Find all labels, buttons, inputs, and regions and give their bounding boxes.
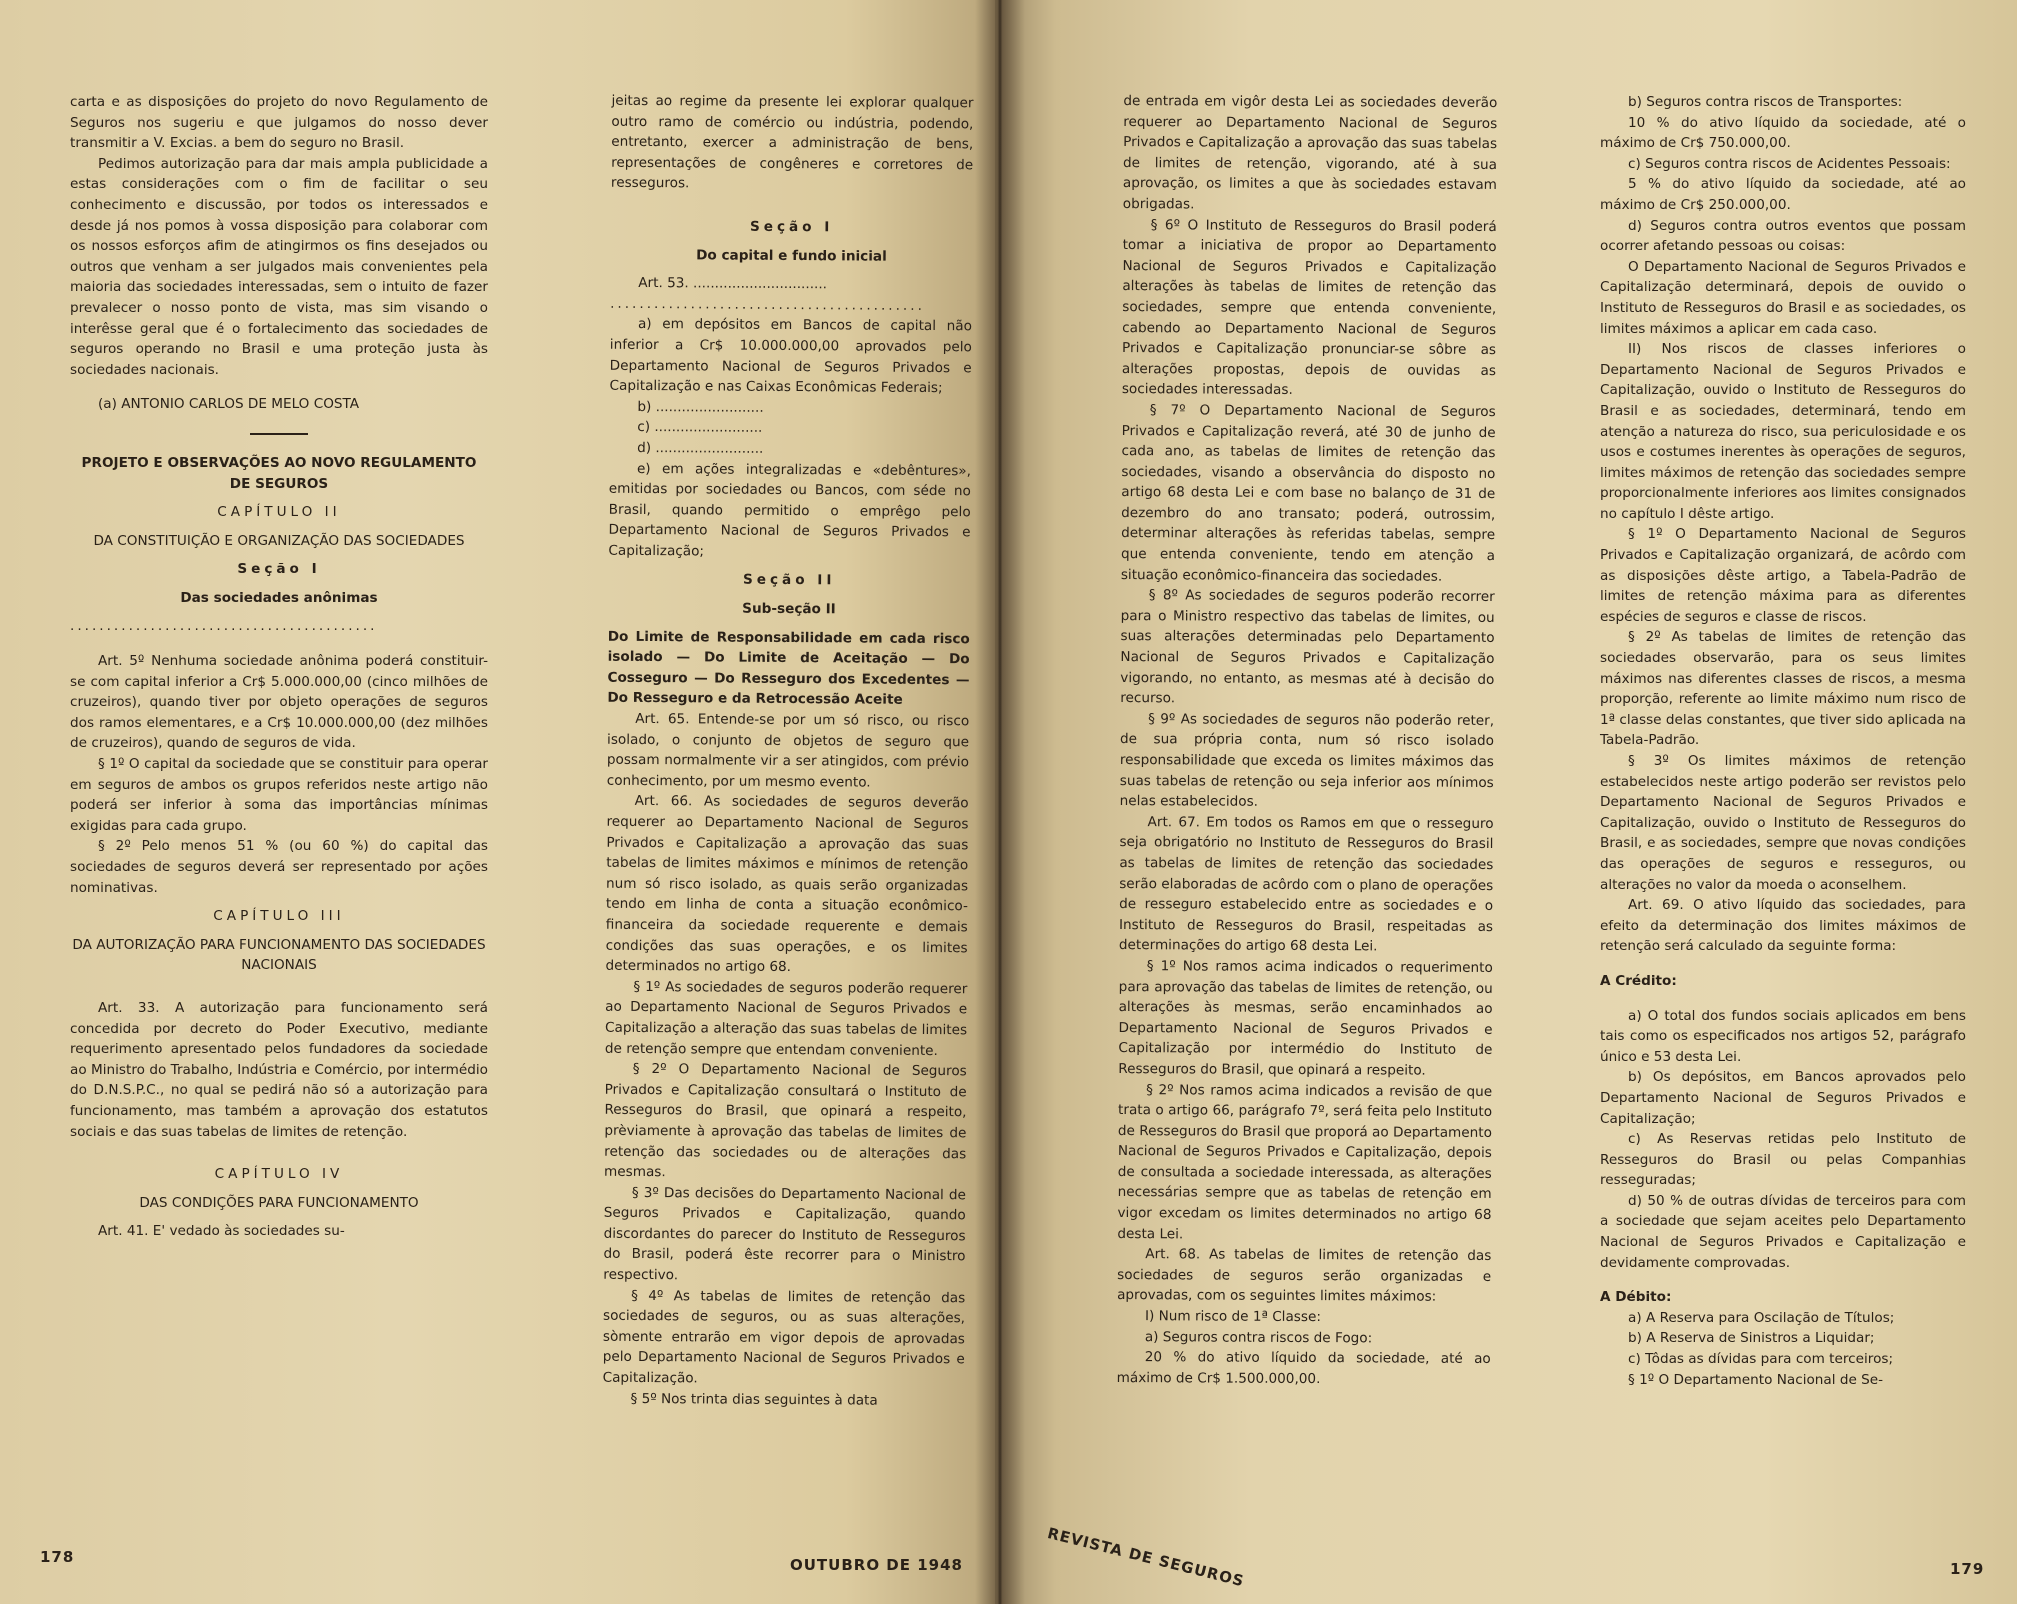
page-number-left: 178	[40, 1548, 75, 1566]
article: Art. 67. Em todos os Ramos em que o resseguro seja obrigatório no Instituto de Resseguros do Brasil as tabelas de limites de retenção das sociedades serão elaboradas de acôrdo com o plano de operações de resseguro estabelecido entre as sociedades e o Instituto de Resseguros do Brasil, respeitadas as determinações do artigo 68 desta Lei.	[1118, 813, 1494, 955]
chapter-heading: CAPÍTULO II	[217, 504, 341, 521]
list-item: e) em ações integralizadas e «debêntures», emitidas por sociedades ou Bancos, com séde no Brasil, quando permitido o emprêgo pelo Departamento Nacional de Seguros Privados e Capitalização;	[608, 460, 972, 560]
list-item: 20 % do ativo líquido da sociedade, até ao máximo de Cr$ 1.500.000,00.	[1116, 1349, 1491, 1387]
paragraph: carta e as disposições do projeto do novo Regulamento de Seguros nos sugeriu e que julgamos do nosso dever transmitir a V. Excias. a bem do seguro no Brasil.	[70, 94, 488, 152]
list-item: 10 % do ativo líquido da sociedade, até o máximo de Cr$ 750.000,00.	[1600, 114, 1966, 152]
list-item: a) A Reserva para Oscilação de Títulos;	[1628, 1309, 1895, 1326]
paragraph: § 3º Os limites máximos de retenção estabelecidos neste artigo poderão ser revistos pelo Departamento Nacional de Seguros Privados e Capitalização, ouvido o Instituto de Resseguros do Brasil, e as sociedades, sempre que novas condições das operações de seguros e resseguros, ou alterações no valor da moeda o aconselhem.	[1600, 753, 1966, 893]
section-title: Das sociedades anônimas	[180, 589, 378, 606]
list-item: b) Os depósitos, em Bancos aprovados pelo Departamento Nacional de Seguros Privados e Capitalização;	[1600, 1069, 1966, 1127]
list-item: d) Seguros contra outros eventos que possam ocorrer afetando pessoas ou coisas:	[1600, 217, 1966, 255]
paragraph: jeitas ao regime da presente lei explorar qualquer outro ramo de comércio ou indústria, podendo, entretanto, exercer a administração de bens, representações de congêneres e corretores de resseguros.	[610, 92, 974, 192]
right-page-column-2	[1600, 92, 1966, 1390]
list-item: c) Seguros contra riscos de Acidentes Pessoais:	[1628, 155, 1951, 172]
list-item: c) Tôdas as dívidas para com terceiros;	[1628, 1351, 1894, 1368]
paragraph: § 2º O Departamento Nacional de Seguros Privados e Capitalização consultará o Instituto de Resseguros do Brasil, que opinará a respeito, prèviamente à aprovação das tabelas de limites de retenção das sociedades ou de alterações das mesmas.	[604, 1061, 967, 1181]
book-gutter	[975, 0, 1025, 1604]
article: Art. 33. A autorização para funcionamento será concedida por decreto do Poder Executivo, mediante requerimento apresentado pelos fundadores da sociedade ao Ministro do Trabalho, Indústria e Comércio, por intermédio do D.N.S.P.C., no qual se pedirá não só a autorização para funcionamento, mas também a aprovação dos estatutos sociais e das suas tabelas de limites de retenção.	[70, 999, 488, 1140]
paragraph: Pedimos autorização para dar mais ampla publicidade a estas considerações com o fim de facilitar o seu conhecimento e discussão, por todos os interessados e desde já nos pomos à vossa disposição para colaborar com os nossos esforços afim de atingirmos os fins desejados ou outros que venham a ser julgados mais convenientes pela maioria das sociedades interessadas, sem o intuito de fazer prevalecer o nosso ponto de vista, mas sim visando o interêsse geral que é o fortalecimento das sociedades de seguros operando no Brasil e uma proteção justa às sociedades nacionais.	[70, 155, 488, 378]
list-item: c) As Reservas retidas pelo Instituto de Resseguros do Brasil ou pelas Companhias resseguradas;	[1600, 1131, 1966, 1189]
list-item: d) .........................	[637, 439, 764, 457]
right-page	[995, 0, 2017, 1604]
paragraph: § 2º Nos ramos acima indicados a revisão de que trata o artigo 66, parágrafo 7º, será feita pelo Instituto de Resseguros do Brasil que proporá ao Departamento Nacional de Seguros Privados e Capitalização, depois de consultada a sociedade interessada, as alterações necessárias sempre que as tabelas de retenção em vigor excedam os limites determinados no artigo 68 desta Lei.	[1117, 1081, 1493, 1243]
paragraph: § 1º As sociedades de seguros poderão requerer ao Departamento Nacional de Seguros Privados e Capitalização a alteração das suas tabelas de limites de retenção sempre que entendam conveniente.	[604, 978, 968, 1059]
paragraph: § 1º O capital da sociedade que se constituir para operar em seguros de ambos os grupos referidos neste artigo não poderá ser inferior à soma das importâncias mínimas exigidas para cada grupo.	[70, 756, 488, 834]
paragraph: § 6º O Instituto de Resseguros do Brasil poderá tomar a iniciativa de propor ao Departamento Nacional de Seguros Privados e Capitalização alterações às tabelas de limites de retenção das sociedades, sempre que entenda conveniente, cabendo ao Departamento Nacional de Seguros Privados e Capitalização pronunciar-se sôbre as alterações propostas, depois de ouvidas as sociedades interessadas.	[1121, 216, 1497, 399]
article: Art. 5º Nenhuma sociedade anônima poderá constituir-se com capital inferior a Cr$ 5.000.000,00 (cinco milhões de cruzeiros), quando tiver por objeto operações de seguros dos ramos elementares, e a Cr$ 10.000.000,00 (dez milhões de cruzeiros), quando de seguros de vida.	[70, 653, 488, 752]
article: Art. 68. As tabelas de limites de retenção das sociedades de seguros serão organizadas e aprovadas, com os seguintes limites máximos:	[1117, 1246, 1492, 1306]
paragraph: § 2º Pelo menos 51 % (ou 60 %) do capital das sociedades de seguros deverá ser representado por ações nominativas.	[70, 838, 488, 896]
paragraph: § 7º O Departamento Nacional de Seguros Privados e Capitalização reverá, até 30 de junho de cada ano, as tabelas de limites de retenção das sociedades, visando a observância do disposto no artigo 68 desta Lei e com base no balanço de 31 de dezembro do ano transato; poderá, outrossim, determinar alterações às referidas tabelas, sempre que entenda conveniente, tendo em atenção a situação econômico-financeira das sociedades.	[1120, 402, 1496, 585]
chapter-heading: CAPÍTULO III	[213, 908, 345, 925]
paragraph: § 4º As tabelas de limites de retenção das sociedades de seguros, ou as suas alterações, sòmente entrarão em vigor depois de aprovadas pelo Departamento Nacional de Seguros Privados e Capitalização.	[602, 1287, 966, 1387]
chapter-title: DA AUTORIZAÇÃO PARA FUNCIONAMENTO DAS SOCIEDADES NACIONAIS	[72, 936, 486, 974]
list-item: I) Num risco de 1ª Classe:	[1144, 1308, 1321, 1326]
page-number-right: 179	[1950, 1560, 1985, 1578]
paragraph: § 1º O Departamento Nacional de Se-	[1628, 1371, 1884, 1388]
ellipsis-line: ..........................................	[70, 618, 378, 635]
issue-date: OUTUBRO DE 1948	[790, 1556, 963, 1574]
right-page-column-1	[1117, 91, 1498, 1390]
section-title: Do capital e fundo inicial	[696, 246, 887, 265]
list-item: a) Seguros contra riscos de Fogo:	[1144, 1328, 1373, 1346]
paragraph: de entrada em vigôr desta Lei as sociedades deverão requerer ao Departamento Nacional de Seguros Privados e Capitalização a aprovação das suas tabelas de limites de retenção, vigorando, até à sua aprovação, os limites a que às sociedades estavam obrigadas.	[1122, 93, 1498, 213]
left-page	[0, 0, 995, 1604]
chapter-heading: CAPÍTULO IV	[214, 1166, 344, 1183]
divider	[250, 433, 308, 435]
subsection-heading: Sub-seção II	[742, 600, 836, 618]
section-heading: PROJETO E OBSERVAÇÕES AO NOVO REGULAMENTO DE SEGUROS	[81, 454, 477, 492]
article: Art. 69. O ativo líquido das sociedades, para efeito da determinação dos limites máximos de retenção será calculado da seguinte forma:	[1600, 897, 1966, 955]
list-item: c) .........................	[637, 419, 763, 437]
left-page-column-1	[70, 92, 488, 1242]
signature: (a) ANTONIO CARLOS DE MELO COSTA	[98, 396, 360, 413]
chapter-title: DAS CONDIÇÕES PARA FUNCIONAMENTO	[139, 1194, 419, 1211]
list-item: O Departamento Nacional de Seguros Privados e Capitalização determinará, depois de ouvido o Instituto de Resseguros do Brasil e as sociedades, os limites máximos a aplicar em cada caso.	[1600, 258, 1966, 337]
debit-heading: A Débito:	[1600, 1289, 1672, 1306]
list-item: a) em depósitos em Bancos de capital não inferior a Cr$ 10.000.000,00 aprovados pelo Departamento Nacional de Seguros Privados e Capitalização e nas Caixas Econômicas Federais;	[609, 316, 973, 397]
list-item: d) 50 % de outras dívidas de terceiros para com a sociedade que sejam aceites pelo Departamento Nacional de Seguros Privados e Capitalização e devidamente comprovadas.	[1600, 1192, 1966, 1271]
paragraph: § 5º Nos trinta dias seguintes à data	[630, 1390, 878, 1409]
paragraph: § 2º As tabelas de limites de retenção das sociedades observarão, para os seus limites máximos nas diferentes classes de riscos, a mesma proporção, referente ao limite máximo num risco de 1ª classe delas constantes, que tiver sido aplicada na Tabela-Padrão.	[1600, 629, 1966, 749]
chapter-title: DA CONSTITUIÇÃO E ORGANIZAÇÃO DAS SOCIEDADES	[93, 532, 465, 549]
subsection-title: Do Limite de Responsabilidade em cada risco isolado — Do Limite de Aceitação — Do Cosseguro — Do Resseguro dos Excedentes — Do Resseguro e da Retrocessão Aceite	[607, 628, 970, 709]
article: Art. 65. Entende-se por um só risco, ou risco isolado, o conjunto de objetos de seguro que possam normalmente vir a ser atingidos, com prévio conhecimento, por um mesmo evento.	[606, 710, 970, 791]
article: Art. 53. ...............................	[638, 275, 828, 293]
paragraph: § 8º As sociedades de seguros poderão recorrer para o Ministro respectivo das tabelas de limites, ou suas alterações determinadas pelo Departamento Nacional de Seguros Privados e Capitalização vigorando, no entanto, as mesmas até à decisão do recurso.	[1120, 587, 1495, 707]
ellipsis-line: ...........................................	[610, 295, 925, 314]
article: Art. 41. E' vedado às sociedades su-	[98, 1223, 345, 1240]
section-heading: Seção I	[749, 218, 834, 236]
credit-heading: A Crédito:	[1600, 972, 1677, 989]
paragraph: § 1º O Departamento Nacional de Seguros Privados e Capitalização organizará, de acôrdo com as disposições dêste artigo, a Tabela-Padrão de limites de retenção máxima para as diferentes espécies de seguros e classe de riscos.	[1600, 526, 1966, 625]
list-item: b) Seguros contra riscos de Transportes:	[1628, 94, 1903, 110]
left-page-column-2	[602, 91, 973, 1412]
list-item: 5 % do ativo líquido da sociedade, até ao máximo de Cr$ 250.000,00.	[1600, 176, 1966, 213]
list-item: II) Nos riscos de classes inferiores o Departamento Nacional de Seguros Privados e Capitalização, ouvido o Instituto de Resseguros do Brasil e as sociedades, determinará, tendo em atenção a natureza do risco, sua periculosidade e os usos e costumes inerentes às operações de seguros, limites máximos de retenção das sociedades sempre proporcionalmente inferiores aos limites consignados no capítulo I dêste artigo.	[1600, 341, 1966, 522]
journal-title: REVISTA DE SEGUROS	[1045, 1524, 1247, 1591]
list-item: a) O total dos fundos sociais aplicados em bens tais como os especificados nos artigos 52, parágrafo único e 53 desta Lei.	[1600, 1007, 1966, 1065]
section-heading: Seção II	[742, 572, 836, 589]
article: Art. 66. As sociedades de seguros deverão requerer ao Departamento Nacional de Seguros Privados e Capitalização a aprovação das suas tabelas de limites máximos e mínimos de retenção num só risco isolado, as quais serão organizadas tendo em linha de conta a situação econômico-financeira da sociedade requerente e demais condições das suas operações, e os limites determinados no artigo 68.	[605, 793, 969, 976]
section-heading: Seção I	[237, 561, 321, 578]
paragraph: § 9º As sociedades de seguros não poderão reter, de sua própria conta, num só risco isolado responsabilidade que exceda os limites máximos das suas tabelas de retenção ou seja inferior aos mínimos nelas estabelecidos.	[1119, 710, 1495, 810]
list-item: b) A Reserva de Sinistros a Liquidar;	[1628, 1330, 1875, 1347]
paragraph: § 1º Nos ramos acima indicados o requerimento para aprovação das tabelas de limites de retenção, ou alterações às mesmas, serão encaminhados ao Departamento Nacional de Seguros Privados e Capitalização por intermédio do Instituto de Resseguros do Brasil, que opinará a respeito.	[1118, 958, 1493, 1079]
paragraph: § 3º Das decisões do Departamento Nacional de Seguros Privados e Capitalização, quando discordantes do parecer do Instituto de Resseguros do Brasil, poderá êste recorrer para o Ministro respectivo.	[603, 1184, 966, 1284]
list-item: b) .........................	[637, 398, 764, 416]
